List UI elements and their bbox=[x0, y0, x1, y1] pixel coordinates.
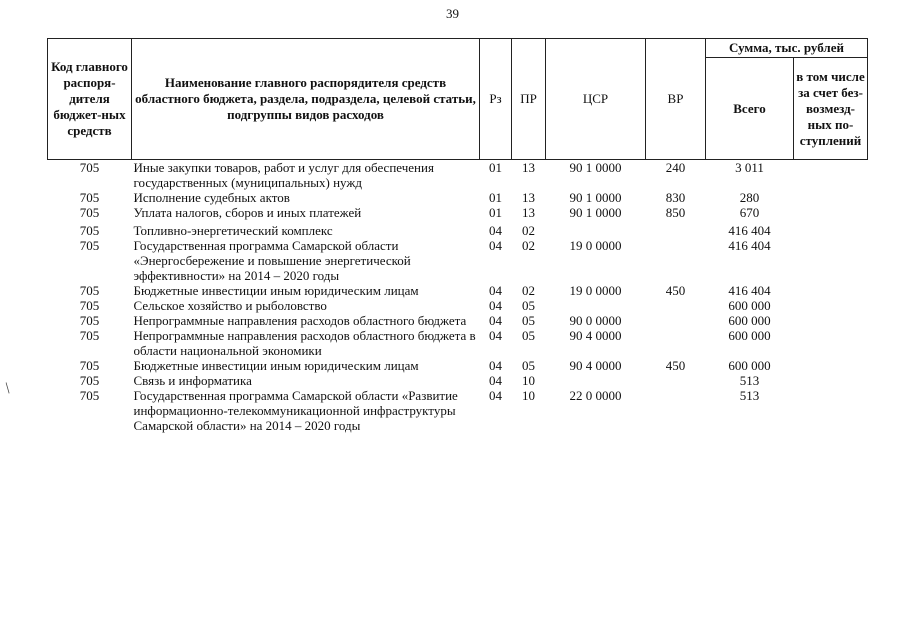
row-total: 600 000 bbox=[728, 313, 771, 328]
row-rz: 04 bbox=[489, 388, 502, 403]
row-csr: 90 1 0000 bbox=[569, 160, 622, 175]
row-total: 513 bbox=[739, 373, 760, 388]
row-name: Сельское хозяйство и рыболовство bbox=[133, 298, 327, 313]
row-rz: 04 bbox=[489, 358, 502, 373]
page-number: 39 bbox=[446, 6, 459, 21]
row-name: Иные закупки товаров, работ и услуг для обеспечения государственных (муниципальных) нужд bbox=[133, 160, 434, 190]
row-pr: 02 bbox=[522, 283, 535, 298]
row-code: 705 bbox=[79, 190, 100, 205]
row-vr bbox=[646, 328, 706, 358]
row-vr: 830 bbox=[665, 190, 686, 205]
row-vr: 240 bbox=[665, 160, 686, 175]
row-total: 280 bbox=[739, 190, 760, 205]
row-code: 705 bbox=[79, 358, 100, 373]
row-csr: 90 4 0000 bbox=[569, 328, 622, 343]
row-code: 705 bbox=[79, 313, 100, 328]
table-row bbox=[48, 160, 868, 191]
table-row bbox=[48, 358, 868, 373]
row-csr bbox=[546, 373, 646, 388]
row-name: Государственная программа Самарской области «Развитие информационно-телекоммуникационной инфраструктуры Самарской области» на 2014 – 2020 годы bbox=[133, 388, 458, 433]
row-csr bbox=[546, 298, 646, 313]
row-csr bbox=[546, 223, 646, 238]
row-gratuitous bbox=[794, 358, 868, 373]
row-pr: 13 bbox=[522, 205, 535, 220]
row-total: 416 404 bbox=[728, 223, 771, 238]
row-rz: 04 bbox=[489, 373, 502, 388]
row-csr: 90 1 0000 bbox=[569, 205, 622, 220]
row-gratuitous bbox=[794, 238, 868, 283]
row-pr: 02 bbox=[522, 223, 535, 238]
row-rz: 04 bbox=[489, 313, 502, 328]
table-row bbox=[48, 328, 868, 358]
row-total: 600 000 bbox=[728, 328, 771, 343]
header-code: Код главного распоря-дителя бюджет-ных средств bbox=[48, 39, 132, 160]
row-code: 705 bbox=[79, 283, 100, 298]
table-row bbox=[48, 313, 868, 328]
row-gratuitous bbox=[794, 205, 868, 220]
row-vr bbox=[646, 238, 706, 283]
row-name: Уплата налогов, сборов и иных платежей bbox=[133, 205, 362, 220]
budget-table bbox=[47, 38, 868, 433]
row-name: Связь и информатика bbox=[133, 373, 252, 388]
row-code: 705 bbox=[79, 388, 100, 403]
row-pr: 13 bbox=[522, 190, 535, 205]
table-row bbox=[48, 373, 868, 388]
header-name: Наименование главного распорядителя средств областного бюджета, раздела, подраздела, целевой статьи, подгруппы видов расходов bbox=[132, 39, 480, 160]
row-total: 600 000 bbox=[728, 298, 771, 313]
row-code: 705 bbox=[79, 298, 100, 313]
row-csr: 19 0 0000 bbox=[569, 283, 622, 298]
row-csr: 90 0 0000 bbox=[569, 313, 622, 328]
row-vr: 450 bbox=[665, 283, 686, 298]
row-gratuitous bbox=[794, 388, 868, 433]
table-row bbox=[48, 223, 868, 238]
row-name: Бюджетные инвестиции иным юридическим лицам bbox=[133, 283, 419, 298]
row-pr: 05 bbox=[522, 313, 535, 328]
row-name: Бюджетные инвестиции иным юридическим лицам bbox=[133, 358, 419, 373]
row-rz: 04 bbox=[489, 238, 502, 253]
row-rz: 04 bbox=[489, 328, 502, 343]
row-vr: 450 bbox=[665, 358, 686, 373]
header-total: Всего bbox=[706, 58, 794, 160]
row-vr bbox=[646, 313, 706, 328]
row-rz: 04 bbox=[489, 283, 502, 298]
row-total: 600 000 bbox=[728, 358, 771, 373]
row-gratuitous bbox=[794, 283, 868, 298]
row-name: Исполнение судебных актов bbox=[133, 190, 290, 205]
row-pr: 10 bbox=[522, 388, 535, 403]
row-total: 513 bbox=[739, 388, 760, 403]
row-name: Непрограммные направления расходов областного бюджета в области национальной экономики bbox=[133, 328, 476, 358]
row-pr: 13 bbox=[522, 160, 535, 175]
row-vr bbox=[646, 388, 706, 433]
row-rz: 04 bbox=[489, 298, 502, 313]
row-gratuitous bbox=[794, 313, 868, 328]
row-csr: 19 0 0000 bbox=[569, 238, 622, 253]
row-csr: 90 1 0000 bbox=[569, 190, 622, 205]
row-rz: 01 bbox=[489, 205, 502, 220]
row-rz: 04 bbox=[489, 223, 502, 238]
table-row bbox=[48, 298, 868, 313]
header-sum: Сумма, тыс. рублей bbox=[706, 39, 868, 58]
table-body bbox=[48, 160, 868, 434]
table-row bbox=[48, 205, 868, 220]
row-gratuitous bbox=[794, 190, 868, 205]
row-code: 705 bbox=[79, 238, 100, 253]
header-rz: Рз bbox=[480, 39, 512, 160]
header-csr: ЦСР bbox=[546, 39, 646, 160]
row-pr: 05 bbox=[522, 328, 535, 343]
row-pr: 02 bbox=[522, 238, 535, 253]
row-total: 416 404 bbox=[728, 238, 771, 253]
row-vr bbox=[646, 223, 706, 238]
header-gratuitous: в том числе за счет без-возмезд-ных по-ступлений bbox=[794, 58, 868, 160]
table-row bbox=[48, 190, 868, 205]
margin-pen-mark: / bbox=[1, 380, 15, 397]
row-gratuitous bbox=[794, 373, 868, 388]
table-row bbox=[48, 283, 868, 298]
row-code: 705 bbox=[79, 373, 100, 388]
row-pr: 10 bbox=[522, 373, 535, 388]
row-gratuitous bbox=[794, 298, 868, 313]
header-vr: ВР bbox=[646, 39, 706, 160]
table-row bbox=[48, 388, 868, 433]
row-gratuitous bbox=[794, 223, 868, 238]
row-code: 705 bbox=[79, 328, 100, 343]
row-total: 416 404 bbox=[728, 283, 771, 298]
row-pr: 05 bbox=[522, 358, 535, 373]
row-total: 670 bbox=[739, 205, 760, 220]
row-rz: 01 bbox=[489, 160, 502, 175]
header-pr: ПР bbox=[512, 39, 546, 160]
table-row bbox=[48, 238, 868, 283]
row-code: 705 bbox=[79, 205, 100, 220]
row-code: 705 bbox=[79, 223, 100, 238]
row-vr: 850 bbox=[665, 205, 686, 220]
row-csr: 90 4 0000 bbox=[569, 358, 622, 373]
row-gratuitous bbox=[794, 160, 868, 191]
row-name: Непрограммные направления расходов областного бюджета bbox=[133, 313, 467, 328]
row-name: Топливно-энергетический комплекс bbox=[133, 223, 333, 238]
row-csr: 22 0 0000 bbox=[569, 388, 622, 403]
row-pr: 05 bbox=[522, 298, 535, 313]
row-code: 705 bbox=[79, 160, 100, 175]
row-vr bbox=[646, 373, 706, 388]
row-vr bbox=[646, 298, 706, 313]
row-rz: 01 bbox=[489, 190, 502, 205]
row-name: Государственная программа Самарской области «Энергосбережение и повышение энергетической эффективности» на 2014 – 2020 годы bbox=[133, 238, 411, 283]
row-gratuitous bbox=[794, 328, 868, 358]
row-total: 3 011 bbox=[735, 160, 764, 175]
